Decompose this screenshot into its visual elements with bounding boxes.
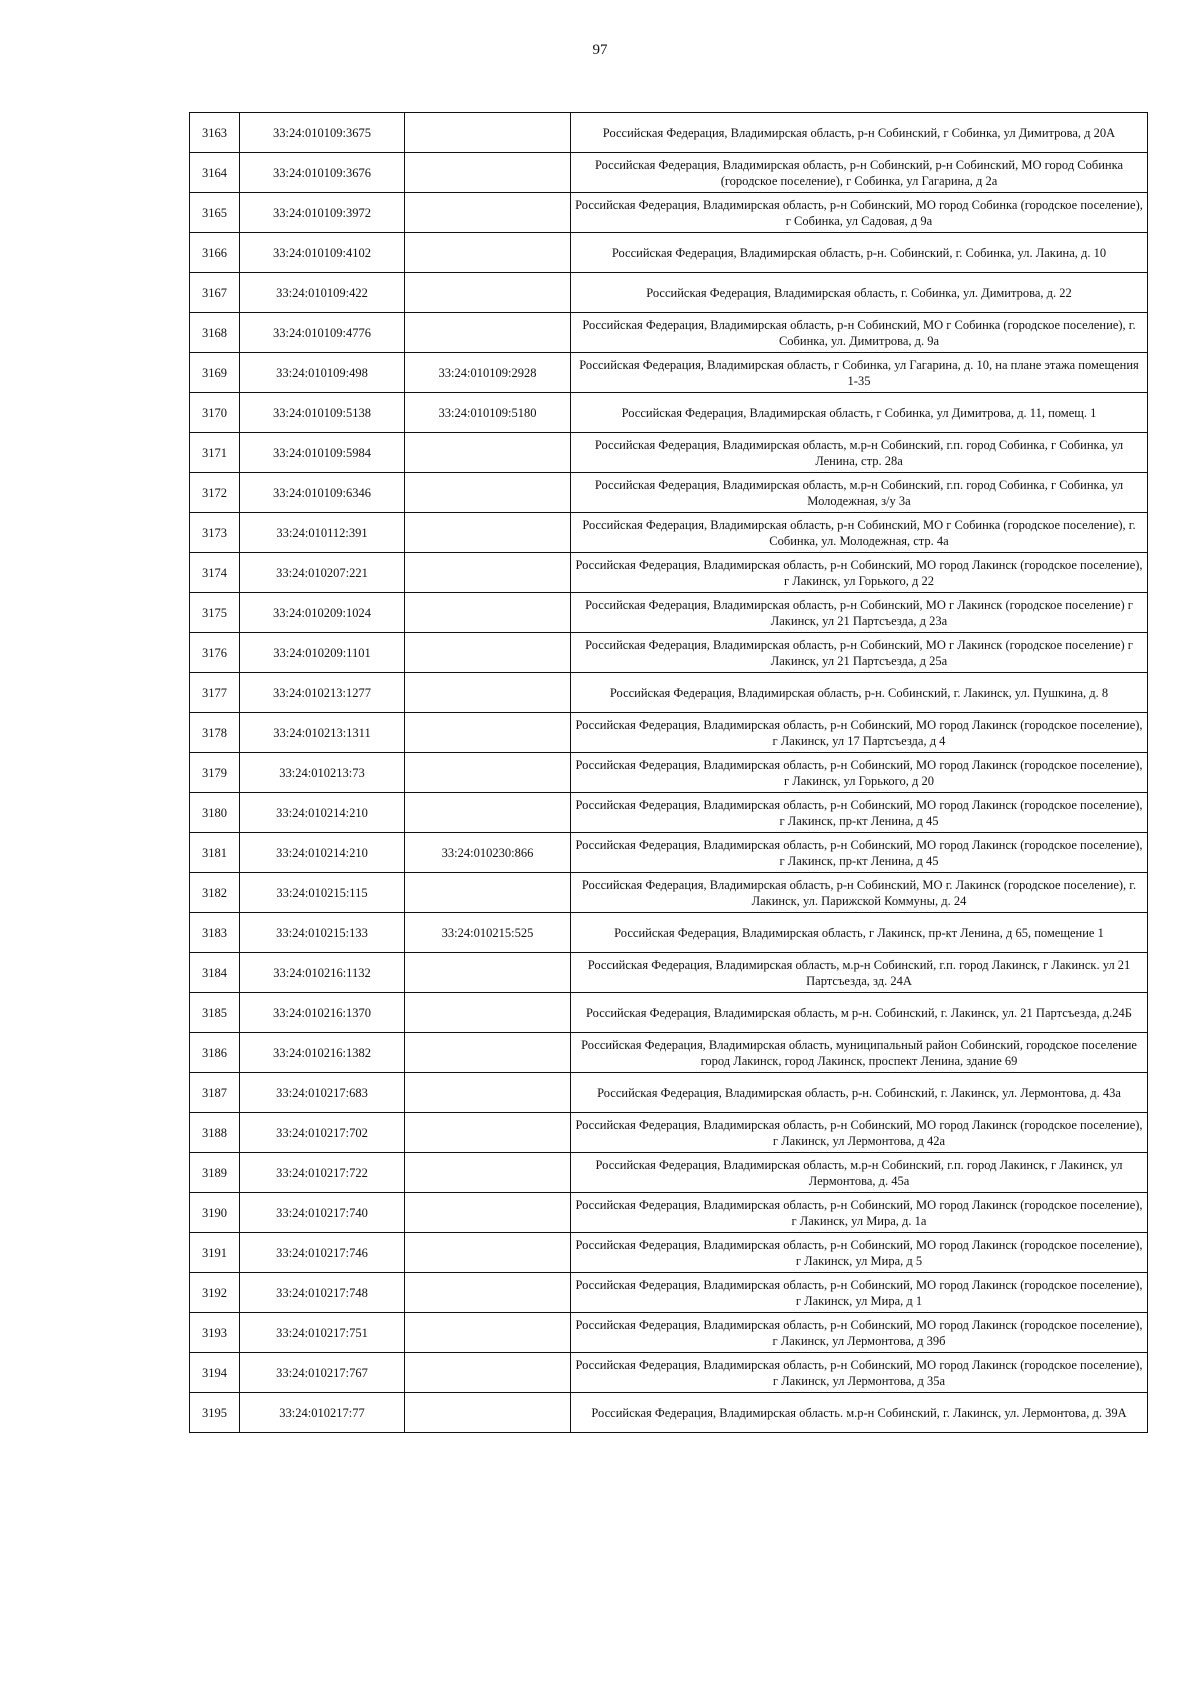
row-number-cell: 3184 (190, 953, 240, 993)
parent-cadastral-number-cell (405, 713, 571, 753)
parent-cadastral-number-cell (405, 753, 571, 793)
cadastral-number-cell: 33:24:010109:4102 (240, 233, 405, 273)
cadastral-number-cell: 33:24:010216:1370 (240, 993, 405, 1033)
table-row (190, 593, 1148, 633)
address-cell: Российская Федерация, Владимирская область, р-н Собинский, МО г Лакинск (городское поселение) г Лакинск, ул 21 Партсъезда, д 25а (571, 633, 1148, 673)
table-row (190, 473, 1148, 513)
row-number-cell: 3194 (190, 1353, 240, 1393)
cadastral-number-cell: 33:24:010216:1132 (240, 953, 405, 993)
row-number-cell: 3193 (190, 1313, 240, 1353)
row-number-cell: 3175 (190, 593, 240, 633)
cadastral-number-cell: 33:24:010109:4776 (240, 313, 405, 353)
cadastral-number-cell: 33:24:010217:702 (240, 1113, 405, 1153)
row-number-cell: 3165 (190, 193, 240, 233)
parent-cadastral-number-cell (405, 633, 571, 673)
address-cell: Российская Федерация, Владимирская область, р-н Собинский, МО город Собинка (городское поселение), г Собинка, ул Садовая, д 9а (571, 193, 1148, 233)
parent-cadastral-number-cell (405, 553, 571, 593)
cadastral-number-cell: 33:24:010217:740 (240, 1193, 405, 1233)
cadastral-number-cell: 33:24:010217:767 (240, 1353, 405, 1393)
address-cell: Российская Федерация, Владимирская область, р-н Собинский, МО г Лакинск (городское поселение) г Лакинск, ул 21 Партсъезда, д 23а (571, 593, 1148, 633)
row-number-cell: 3180 (190, 793, 240, 833)
parent-cadastral-number-cell (405, 593, 571, 633)
parent-cadastral-number-cell (405, 513, 571, 553)
row-number-cell: 3195 (190, 1393, 240, 1433)
address-cell: Российская Федерация, Владимирская область, р-н Собинский, МО город Лакинск (городское поселение), г Лакинск, ул Мира, д 1 (571, 1273, 1148, 1313)
table-row (190, 353, 1148, 393)
cadastral-number-cell: 33:24:010217:748 (240, 1273, 405, 1313)
table-row (190, 793, 1148, 833)
row-number-cell: 3167 (190, 273, 240, 313)
address-cell: Российская Федерация, Владимирская область, р-н Собинский, МО город Лакинск (городское поселение), г Лакинск, ул Лермонтова, д 39б (571, 1313, 1148, 1353)
cadastral-number-cell: 33:24:010213:1311 (240, 713, 405, 753)
address-cell: Российская Федерация, Владимирская область, р-н Собинский, г Собинка, ул Димитрова, д 20А (571, 113, 1148, 153)
table-row (190, 433, 1148, 473)
table-row (190, 513, 1148, 553)
row-number-cell: 3176 (190, 633, 240, 673)
table-row (190, 193, 1148, 233)
table-row (190, 1073, 1148, 1113)
table-row (190, 1193, 1148, 1233)
address-cell: Российская Федерация, Владимирская область, р-н Собинский, МО город Лакинск (городское поселение), г Лакинск, ул 17 Партсъезда, д 4 (571, 713, 1148, 753)
cadastral-number-cell: 33:24:010217:722 (240, 1153, 405, 1193)
parent-cadastral-number-cell (405, 1313, 571, 1353)
parent-cadastral-number-cell (405, 1353, 571, 1393)
parent-cadastral-number-cell (405, 673, 571, 713)
row-number-cell: 3190 (190, 1193, 240, 1233)
address-cell: Российская Федерация, Владимирская область, р-н Собинский, МО город Лакинск (городское поселение), г Лакинск, пр-кт Ленина, д 45 (571, 793, 1148, 833)
row-number-cell: 3181 (190, 833, 240, 873)
address-cell: Российская Федерация, Владимирская область. м.р-н Собинский, г. Лакинск, ул. Лермонтова, д. 39А (571, 1393, 1148, 1433)
table-row (190, 273, 1148, 313)
table-row (190, 673, 1148, 713)
cadastral-number-cell: 33:24:010215:133 (240, 913, 405, 953)
address-cell: Российская Федерация, Владимирская область, р-н Собинский, МО город Лакинск (городское поселение), г Лакинск, пр-кт Ленина, д 45 (571, 833, 1148, 873)
address-cell: Российская Федерация, Владимирская область, г Собинка, ул Димитрова, д. 11, помещ. 1 (571, 393, 1148, 433)
parent-cadastral-number-cell (405, 1073, 571, 1113)
parent-cadastral-number-cell: 33:24:010215:525 (405, 913, 571, 953)
parent-cadastral-number-cell (405, 473, 571, 513)
parent-cadastral-number-cell (405, 1273, 571, 1313)
address-cell: Российская Федерация, Владимирская область, м р-н. Собинский, г. Лакинск, ул. 21 Партсъезда, д.24Б (571, 993, 1148, 1033)
row-number-cell: 3169 (190, 353, 240, 393)
cadastral-number-cell: 33:24:010214:210 (240, 833, 405, 873)
parent-cadastral-number-cell (405, 1153, 571, 1193)
table-row (190, 1393, 1148, 1433)
parent-cadastral-number-cell: 33:24:010109:2928 (405, 353, 571, 393)
row-number-cell: 3166 (190, 233, 240, 273)
address-cell: Российская Федерация, Владимирская область, г. Собинка, ул. Димитрова, д. 22 (571, 273, 1148, 313)
parent-cadastral-number-cell (405, 1113, 571, 1153)
cadastral-number-cell: 33:24:010109:5138 (240, 393, 405, 433)
cadastral-number-cell: 33:24:010213:73 (240, 753, 405, 793)
table-row (190, 1313, 1148, 1353)
address-cell: Российская Федерация, Владимирская область, р-н Собинский, р-н Собинский, МО город Собинка (городское поселение), г Собинка, ул Гагарина, д 2а (571, 153, 1148, 193)
parent-cadastral-number-cell (405, 793, 571, 833)
table-row (190, 953, 1148, 993)
row-number-cell: 3182 (190, 873, 240, 913)
address-cell: Российская Федерация, Владимирская область, р-н. Собинский, г. Лакинск, ул. Пушкина, д. 8 (571, 673, 1148, 713)
address-cell: Российская Федерация, Владимирская область, р-н Собинский, МО г Собинка (городское поселение), г. Собинка, ул. Молодежная, стр. 4а (571, 513, 1148, 553)
table-row (190, 1153, 1148, 1193)
table-row (190, 833, 1148, 873)
address-cell: Российская Федерация, Владимирская область, г Собинка, ул Гагарина, д. 10, на плане этажа помещения 1-35 (571, 353, 1148, 393)
row-number-cell: 3189 (190, 1153, 240, 1193)
address-cell: Российская Федерация, Владимирская область, р-н. Собинский, г. Лакинск, ул. Лермонтова, д. 43а (571, 1073, 1148, 1113)
parent-cadastral-number-cell: 33:24:010230:866 (405, 833, 571, 873)
table-row (190, 1033, 1148, 1073)
cadastral-number-cell: 33:24:010109:3972 (240, 193, 405, 233)
table-row (190, 1273, 1148, 1313)
row-number-cell: 3170 (190, 393, 240, 433)
row-number-cell: 3186 (190, 1033, 240, 1073)
row-number-cell: 3192 (190, 1273, 240, 1313)
parent-cadastral-number-cell (405, 1393, 571, 1433)
row-number-cell: 3172 (190, 473, 240, 513)
cadastral-number-cell: 33:24:010216:1382 (240, 1033, 405, 1073)
parent-cadastral-number-cell (405, 233, 571, 273)
parent-cadastral-number-cell (405, 193, 571, 233)
row-number-cell: 3177 (190, 673, 240, 713)
parent-cadastral-number-cell (405, 1233, 571, 1273)
cadastral-number-cell: 33:24:010209:1101 (240, 633, 405, 673)
parent-cadastral-number-cell (405, 1033, 571, 1073)
cadastral-number-cell: 33:24:010217:751 (240, 1313, 405, 1353)
cadastral-number-cell: 33:24:010109:3676 (240, 153, 405, 193)
cadastral-number-cell: 33:24:010109:3675 (240, 113, 405, 153)
cadastral-number-cell: 33:24:010217:746 (240, 1233, 405, 1273)
cadastral-number-cell: 33:24:010207:221 (240, 553, 405, 593)
cadastral-number-cell: 33:24:010214:210 (240, 793, 405, 833)
address-cell: Российская Федерация, Владимирская область, р-н Собинский, МО город Лакинск (городское поселение), г Лакинск, ул Мира, д. 1а (571, 1193, 1148, 1233)
parent-cadastral-number-cell (405, 993, 571, 1033)
address-cell: Российская Федерация, Владимирская область, р-н Собинский, МО г. Лакинск (городское поселение), г. Лакинск, ул. Парижской Коммуны, д. 24 (571, 873, 1148, 913)
address-cell: Российская Федерация, Владимирская область, р-н Собинский, МО город Лакинск (городское поселение), г Лакинск, ул Горького, д 22 (571, 553, 1148, 593)
cadastral-number-cell: 33:24:010213:1277 (240, 673, 405, 713)
parent-cadastral-number-cell (405, 313, 571, 353)
address-cell: Российская Федерация, Владимирская область, р-н Собинский, МО город Лакинск (городское поселение), г Лакинск, ул Лермонтова, д 42а (571, 1113, 1148, 1153)
parent-cadastral-number-cell (405, 953, 571, 993)
address-cell: Российская Федерация, Владимирская область, муниципальный район Собинский, городское поселение город Лакинск, город Лакинск, проспект Ленина, здание 69 (571, 1033, 1148, 1073)
address-cell: Российская Федерация, Владимирская область, р-н Собинский, МО г Собинка (городское поселение), г. Собинка, ул. Димитрова, д. 9а (571, 313, 1148, 353)
address-cell: Российская Федерация, Владимирская область, р-н. Собинский, г. Собинка, ул. Лакина, д. 10 (571, 233, 1148, 273)
parent-cadastral-number-cell (405, 433, 571, 473)
cadastral-number-cell: 33:24:010109:498 (240, 353, 405, 393)
address-cell: Российская Федерация, Владимирская область, м.р-н Собинский, г.п. город Собинка, г Собинка, ул Молодежная, з/у 3а (571, 473, 1148, 513)
registry-table (189, 112, 1148, 1433)
registry-table-body (190, 113, 1148, 1433)
row-number-cell: 3174 (190, 553, 240, 593)
address-cell: Российская Федерация, Владимирская область, м.р-н Собинский, г.п. город Лакинск, г Лакинск. ул 21 Партсъезда, зд. 24А (571, 953, 1148, 993)
row-number-cell: 3188 (190, 1113, 240, 1153)
cadastral-number-cell: 33:24:010209:1024 (240, 593, 405, 633)
address-cell: Российская Федерация, Владимирская область, р-н Собинский, МО город Лакинск (городское поселение), г Лакинск, ул Горького, д 20 (571, 753, 1148, 793)
cadastral-number-cell: 33:24:010109:6346 (240, 473, 405, 513)
parent-cadastral-number-cell: 33:24:010109:5180 (405, 393, 571, 433)
table-row (190, 153, 1148, 193)
row-number-cell: 3163 (190, 113, 240, 153)
parent-cadastral-number-cell (405, 873, 571, 913)
table-row (190, 913, 1148, 953)
table-row (190, 313, 1148, 353)
table-row (190, 1113, 1148, 1153)
table-row (190, 873, 1148, 913)
table-row (190, 1353, 1148, 1393)
row-number-cell: 3178 (190, 713, 240, 753)
table-row (190, 393, 1148, 433)
table-row (190, 553, 1148, 593)
row-number-cell: 3164 (190, 153, 240, 193)
cadastral-number-cell: 33:24:010112:391 (240, 513, 405, 553)
address-cell: Российская Федерация, Владимирская область, р-н Собинский, МО город Лакинск (городское поселение), г Лакинск, ул Мира, д 5 (571, 1233, 1148, 1273)
parent-cadastral-number-cell (405, 113, 571, 153)
page-number: 97 (592, 42, 608, 58)
cadastral-number-cell: 33:24:010217:77 (240, 1393, 405, 1433)
address-cell: Российская Федерация, Владимирская область, м.р-н Собинский, г.п. город Лакинск, г Лакинск, ул Лермонтова, д. 45а (571, 1153, 1148, 1193)
parent-cadastral-number-cell (405, 1193, 571, 1233)
row-number-cell: 3183 (190, 913, 240, 953)
table-row (190, 233, 1148, 273)
table-row (190, 1233, 1148, 1273)
parent-cadastral-number-cell (405, 153, 571, 193)
table-row (190, 753, 1148, 793)
table-row (190, 713, 1148, 753)
cadastral-number-cell: 33:24:010109:422 (240, 273, 405, 313)
address-cell: Российская Федерация, Владимирская область, м.р-н Собинский, г.п. город Собинка, г Собинка, ул Ленина, стр. 28а (571, 433, 1148, 473)
row-number-cell: 3191 (190, 1233, 240, 1273)
address-cell: Российская Федерация, Владимирская область, р-н Собинский, МО город Лакинск (городское поселение), г Лакинск, ул Лермонтова, д 35а (571, 1353, 1148, 1393)
cadastral-number-cell: 33:24:010217:683 (240, 1073, 405, 1113)
cadastral-number-cell: 33:24:010215:115 (240, 873, 405, 913)
row-number-cell: 3171 (190, 433, 240, 473)
table-row (190, 633, 1148, 673)
row-number-cell: 3168 (190, 313, 240, 353)
table-row (190, 113, 1148, 153)
parent-cadastral-number-cell (405, 273, 571, 313)
row-number-cell: 3187 (190, 1073, 240, 1113)
cadastral-number-cell: 33:24:010109:5984 (240, 433, 405, 473)
row-number-cell: 3185 (190, 993, 240, 1033)
table-row (190, 993, 1148, 1033)
row-number-cell: 3173 (190, 513, 240, 553)
address-cell: Российская Федерация, Владимирская область, г Лакинск, пр-кт Ленина, д 65, помещение 1 (571, 913, 1148, 953)
row-number-cell: 3179 (190, 753, 240, 793)
